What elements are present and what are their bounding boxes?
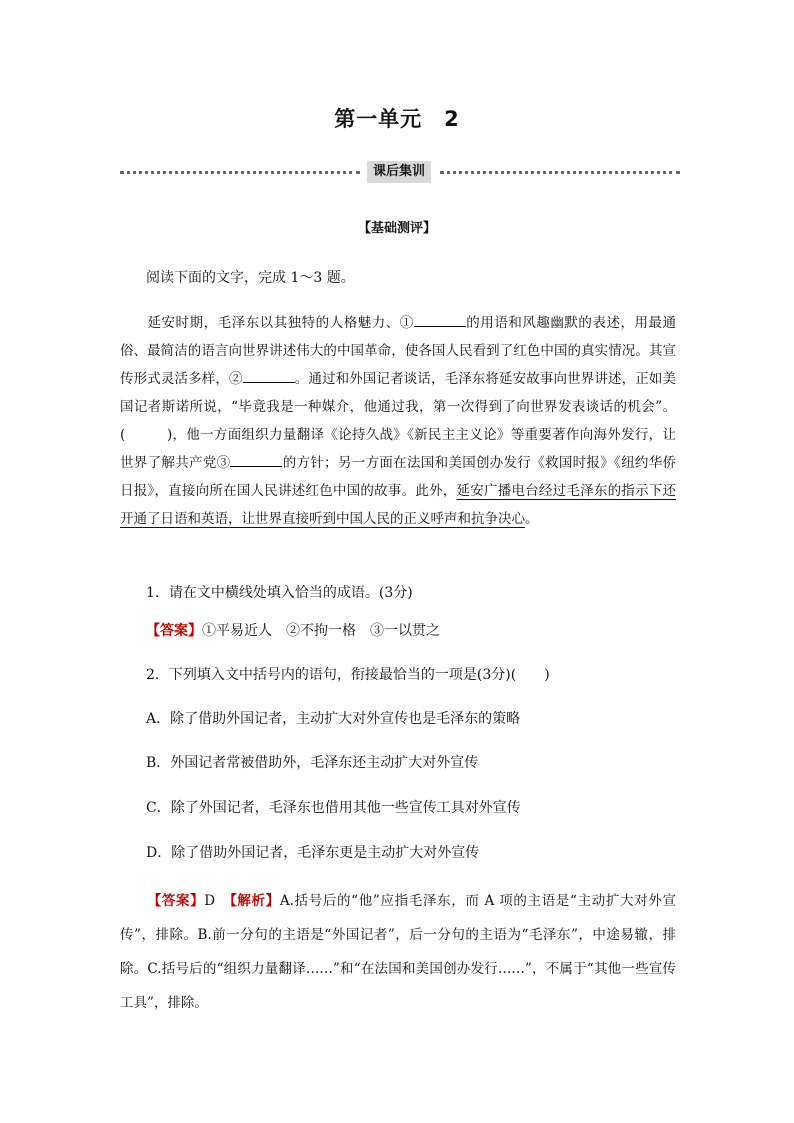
page-title: 第一单元 2 [334,107,460,131]
passage-text-4: 的方针；另一方面在法国和美国创办发行《救国时报》《纽约华侨日报》，直接向所在国人民讲述红色中国的故事。此外， [120,455,677,499]
answer-label: 【答案】 [147,893,205,909]
option-d: D．除了借助外国记者，毛泽东更是主动扩大对外宣传 [146,845,480,861]
passage-end: 。 [525,511,539,527]
passage-text-3: 。通过和外国记者谈话，毛泽东将延安故事向世界讲述，正如美国记者斯诺所说，“毕竟我是一种媒介，他通过我，第一次得到了向世界发表谈话的机会”。( )，他一方面组织力量翻译《论持久战》《新民主主义论》等重要著作向海外发行，让世界了解共产党③ [120,371,677,471]
reading-passage [120,309,676,533]
analysis-label: 【解析】 [229,893,280,909]
passage-text-1: 延安时期，毛泽东以其独特的人格魅力、① [147,315,414,331]
answer-2-explanation [120,884,676,1020]
question-2: 2．下列填入文中括号内的语句，衔接最恰当的一项是(3分)( ) [146,667,550,683]
blank-3 [230,452,282,467]
answer-label: 【答案】 [146,623,202,639]
analysis-text: A.括号后的“他”应指毛泽东，而 A 项的主语是“主动扩大对外宣传”，排除。B.前一分句的主语是“外国记者”，后一分句的主语为“毛泽东”，中途易辙，排除。C.括号后的“组织力量翻译……”和“在法国和美国创办发行……”，不属于“其他一些宣传工具”，排除。 [120,893,677,1011]
option-a: A．除了借助外国记者，主动扩大对外宣传也是毛泽东的策略 [146,711,521,727]
homework-badge: 课后集训 [367,161,431,183]
answer-text: ①平易近人 ②不拘一格 ③一以贯之 [202,623,440,639]
answer-text: D [204,893,230,909]
blank-1 [414,312,466,327]
option-c: C．除了外国记者，毛泽东也借用其他一些宣传工具对外宣传 [146,800,521,816]
section-divider [120,161,680,183]
reading-instruction: 阅读下面的文字，完成 1～3 题。 [146,270,355,286]
dotted-rule-left [120,171,360,174]
dotted-rule-right [440,171,680,174]
option-b: B．外国记者常被借助外，毛泽东还主动扩大对外宣传 [146,755,479,771]
section-heading: 【基础测评】 [357,221,436,236]
underlined-sentence: 延安广播电台经过毛泽东的指示下还开通了日语和英语，让世界直接听到中国人民的正义呼声和抗争决心 [120,483,676,527]
question-1: 1．请在文中横线处填入恰当的成语。(3分) [146,585,413,601]
passage-text-2: 的用语和风趣幽默的表述，用最通俗、最简洁的语言向世界讲述伟大的中国革命，使各国人民看到了红色中国的真实情况。其宣传形式灵活多样，② [120,315,677,387]
answer-1 [146,621,440,641]
blank-2 [243,368,295,383]
